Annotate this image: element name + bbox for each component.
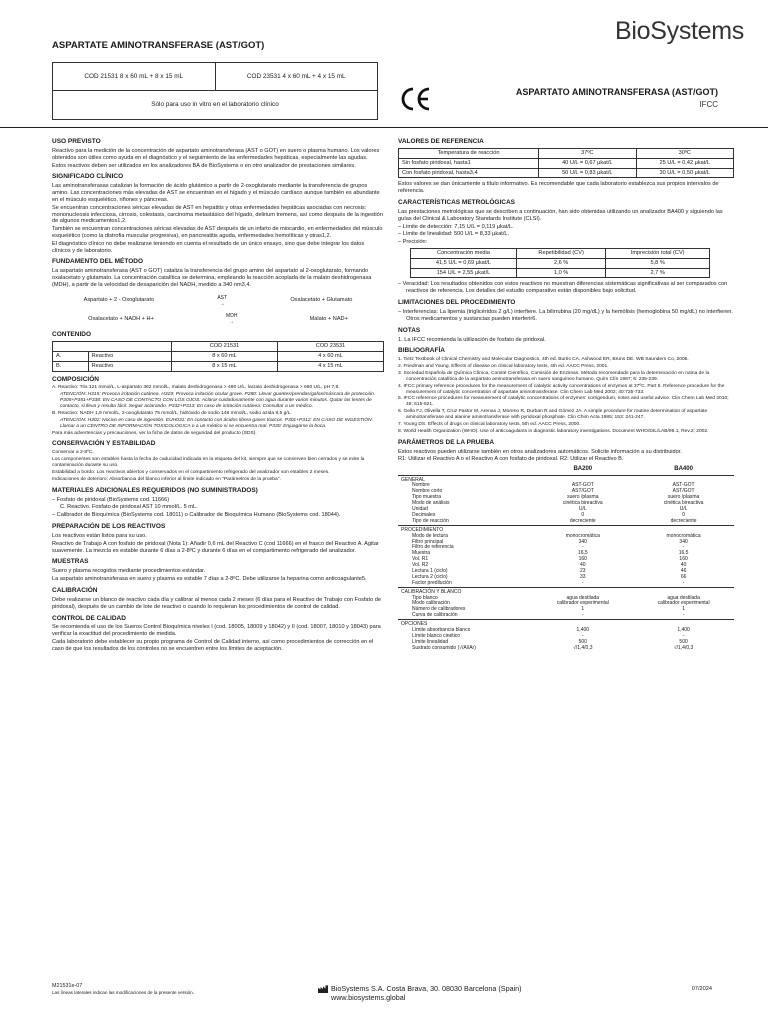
factory-icon: [318, 985, 328, 993]
footer-company: [318, 985, 522, 1003]
col-ba200: BA200: [573, 466, 593, 473]
param-value: agua destilada: [566, 594, 600, 601]
parameters-table: [398, 465, 734, 651]
heading-composicion: COMPOSICIÓN: [52, 375, 99, 383]
param-label: Curva de calibración: [412, 612, 458, 619]
param-label: Tipo blanco: [412, 594, 438, 601]
param-label: Límite linealidad: [412, 638, 449, 645]
heading-metrologicas: CARACTERÍSTICAS METROLÓGICAS: [398, 198, 515, 206]
table-row: Sin fosfato piridoxal, hasta1 40 U/L = 0,67 µkat/L 25 U/L = 0,42 µkat/L: [399, 158, 734, 168]
met-4: – Veracidad: Los resultados obtenidos con estos reactivos no muestran diferencias sistemáticas significativas al ser comparados con reactivos de referencia. Los detalles del estudio comparativo están disponibles bajo solicitud.: [398, 281, 728, 295]
param-value: U/L: [679, 506, 688, 513]
prep-2: Reactivo de Trabajo A con fosfato de piridoxal (Nota 1): Añadir 0,6 mL del Reactivo C (cod 11666) en el frasco del Reactivo A. Agitar suavemente. La mezcla es estable durante 6 días a 2-8ºC y durante 6 días en el compartimento refrigerado del analizador.: [52, 540, 379, 554]
param-intro: Estos reactivos pueden utilizarse también en otros analizadores automáticos. Solicite información a su distribuidor.: [398, 448, 682, 455]
param-value: monocromática: [565, 532, 600, 539]
param-label: Muestra: [412, 550, 431, 557]
precision-table: Concentración media Repetibilidad (CV) Imprecisión total (CV) 41,5 U/L = 0,69 µkat/L 2,6 % 5,8 % 154 U/L = 2,55 µkat/L 1,0 % 2,7 %: [410, 248, 710, 278]
doc-note: Las líneas laterales indican las modificaciones de la presente versión.: [52, 989, 194, 995]
uso-text-2: Estos reactivos deben ser utilizados en los analizadores BA de BioSystems o en otro analizador de prestaciones similares.: [52, 162, 356, 169]
cal-1: Debe realizarse un blanco de reactivo cada día y calibrar al menos cada 2 meses (6 días para el Reactivo de Trabajo con Fosfato de piridoxal), después de un cambio de lote de reactivo o cuando lo requieran los procedimientos de control de calidad.: [52, 596, 381, 610]
param-value: 16,5: [577, 550, 588, 557]
param-label: Filtro de referencia: [412, 544, 454, 551]
bibliography-item: 4. IFCC primary reference procedures for the measurement of catalytic activity concentrations of enzymes at 37ºC. Part 5. Reference procedure for the measurement of catalytic concentration of aspartate aminotransferase. Clin Chem Lab Med 2002; 40:725-733.: [398, 383, 725, 395]
reaction-1: [52, 295, 384, 307]
param-value: 40: [680, 562, 687, 569]
ce-mark-icon: [398, 86, 432, 112]
param-value: 340: [578, 538, 587, 545]
reference-values-table: Temperatura de reacción 37ºC 30ºC Sin fosfato piridoxal, hasta1 40 U/L = 0,67 µkat/L 25 U/L = 0,42 µkat/L Con fosfato piridoxal, hasta3,4 50 U/L = 0,83 µkat/L 30 U/L = 0,50 µkat/L: [398, 148, 734, 178]
param-value: 500: [578, 638, 587, 645]
page-title: ASPARTATE AMINOTRANSFERASE (AST/GOT): [52, 40, 265, 51]
heading-fundamento: FUNDAMENTO DEL MÉTODO: [52, 258, 144, 266]
heading-parametros: PARÁMETROS DE LA PRUEBA: [398, 438, 495, 446]
cons-1: Conservar a 2-8ºC.: [52, 450, 94, 456]
heading-muestras: MUESTRAS: [52, 558, 89, 566]
header-divider: [0, 127, 768, 128]
param-value: AST/GOT: [672, 488, 695, 495]
nota-1: 1. La IFCC recomienda la utilización de fosfato de piridoxal.: [398, 336, 546, 343]
code-21531: COD 21531 8 x 60 mL + 8 x 15 mL: [84, 72, 184, 80]
mat-2: C. Reactivo. Fosfato de piridoxal AST 10 mmol/L. 5 mL.: [60, 504, 198, 511]
reaction-1-arrow: AST →: [217, 294, 228, 307]
param-value: monocromática: [666, 532, 701, 539]
bibliography-item: 3. Sociedad Española de Química Clínica, Comité Científico, Comisión de Enzimas. Método recomendado para la determinación en rutina de la concentración catalítica de la aspartato aminotransferasa en suero sanguíneo humano. Quím Clín 1987; 6: 235-239.: [398, 370, 710, 382]
param-value: 40: [580, 562, 586, 569]
param-value: decreciente: [569, 517, 596, 524]
param-value: √/1,4/0,3: [673, 644, 694, 651]
param-label: Límite blanco cinético: [412, 632, 461, 639]
param-label: Nombre corto: [412, 488, 443, 495]
method-subtitle: IFCC: [699, 100, 718, 109]
comp-a-warning: ATENCIÓN: H315: Provoca irritación cutánea. H319: Provoca irritación ocular grave. P280: Llevar guantes/prendas/gafas/máscara de protección. P305+P351+P338: EN CASO DE CONTACTO CON LOS OJOS: Aclarar cuidadosamente con agua durante varios minutos. Quitar las lentes de contacto, si lleva y resulta fácil. Seguir aclarando. P332+P313: En caso de irritación cutánea: Consultar a un médico.: [60, 392, 376, 410]
heading-notas: NOTAS: [398, 326, 421, 334]
param-section-title: PROCEDIMIENTO: [398, 525, 532, 533]
param-label: Modo de análisis: [412, 500, 450, 507]
param-value: -: [581, 544, 584, 551]
param-value: 1: [682, 606, 685, 613]
bibliography-item: 8. World Health Organization (WHO). Use of anticoagulants in diagnostic laboratory investigations. Document WHO/DIL/LAB/99.1, Rev.2; 2002.: [398, 428, 709, 434]
param-value: √/1,4/0,3: [573, 644, 593, 651]
cons-2: Los componentes son estables hasta la fecha de caducidad indicada en la etiqueta del kit, siempre que se conserven bien cerrados y se evite la contaminación durante su uso.: [52, 457, 365, 469]
spanish-title: ASPARTATO AMINOTRANSFERASA (AST/GOT): [515, 87, 718, 97]
table-row: B. Reactivo 8 x 15 mL 4 x 15 mL: [53, 361, 384, 371]
param-value: cinética bireactiva: [562, 500, 603, 507]
mat-1: – Fosfato de piridoxal (BioSystems cod. 11666): [52, 496, 170, 503]
sig-text-2: Se encuentran concentraciones séricas elevadas de AST en hepatitis y otras enfermedades hepáticas asociadas con necrosis: mononucleosis infecciosa, cirrosis, colestasis, carcinoma metastásico del hígado, delirium tremens, así como después de la ingestión de algunos medicamentos1,2.: [52, 204, 383, 225]
param-value: 1,400: [677, 626, 690, 633]
param-value: 66: [680, 573, 687, 580]
param-value: 33: [580, 573, 586, 580]
met-1: – Límite de detección: 7,15 U/L = 0,119 µkat/L.: [398, 223, 514, 230]
param-value: calibrador experimental: [556, 600, 609, 607]
sig-text-4: El diagnóstico clínico no debe realizarse teniendo en cuenta el resultado de un único ensayo, sino que debe integrar los datos clínicos y de laboratorio.: [52, 240, 365, 254]
code-23531: COD 23531 4 x 60 mL + 4 x 15 mL: [215, 63, 378, 90]
comp-a: A. Reactivo: Tris 121 mmol/L, L-aspartato 362 mmol/L, malato deshidrogenasa > 460 U/L, lactato deshidrogenasa > 660 U/L, pH 7,8.: [52, 385, 340, 391]
param-value: 160: [679, 556, 688, 563]
param-label: Nombre: [412, 482, 430, 489]
sig-text-3: También se encuentran concentraciones séricas elevadas de AST después de un infarto de miocardio, en enfermedades del músculo esquelético (como la distrofia muscular progresiva), en pancreatitis aguda, enfermedades hemolíticas y otras1,2.: [52, 226, 383, 239]
param-label: Vol. R1: [412, 556, 429, 563]
cons-4: Indicaciones de deterioro: Absorbancia del blanco inferior al límite indicado en "Parámetros de la prueba".: [52, 476, 281, 482]
param-value: 23: [580, 567, 586, 574]
cons-3: Estabilidad a bordo: Los reactivos abiertos y conservados en el compartimento refrigerado del analizador son estables 2 meses.: [52, 469, 330, 475]
param-value: -: [682, 544, 685, 551]
param-label: Filtro principal: [412, 538, 444, 545]
heading-significado: SIGNIFICADO CLÍNICO: [52, 173, 124, 181]
cc-2: Cada laboratorio debe establecer su propio programa de Control de Calidad interno, así como procedimientos de corrección en el caso de que los resultados de los controles no se encuentren entre los límites de aceptación.: [52, 639, 374, 652]
param-value: -: [682, 579, 685, 586]
vref-note: Estos valores se dan únicamente a título informativo. Es recomendable que cada laboratorio establezca sus propios intervalos de referencia.: [398, 181, 719, 195]
param-value: 1: [581, 606, 585, 613]
param-value: agua destilada: [667, 594, 700, 601]
bibliography-item: 2. Friedman and Young. Effects of disease on clinical laboratory tests, 4th ed. AACC Press, 2001.: [398, 364, 609, 370]
brand-logo: BioSystems: [615, 17, 744, 45]
product-code-box: [52, 62, 378, 120]
param-value: suero /plasma: [567, 494, 599, 501]
param-value: 0: [581, 511, 585, 518]
param-label: Lectura 1 (ciclo): [412, 567, 448, 574]
reaction-2: [52, 313, 384, 325]
param-value: 46: [680, 567, 687, 574]
param-label: Factor predilución: [412, 579, 452, 586]
param-label: Tipo de reacción: [412, 517, 449, 524]
company-web: www.biosystems.global: [331, 992, 406, 1002]
param-value: U/L: [578, 506, 587, 513]
left-column: [52, 138, 384, 654]
heading-uso: USO PREVISTO: [52, 138, 101, 145]
param-section-title: GENERAL: [398, 475, 532, 483]
param-label: Unidad: [412, 506, 428, 513]
table-row: Con fosfato piridoxal, hasta3,4 50 U/L = 0,83 µkat/L 30 U/L = 0,50 µkat/L: [399, 168, 734, 178]
ivd-notice: Sólo para uso in vitro en el laboratorio clínico: [151, 101, 279, 109]
param-label: Vol. R2: [412, 562, 429, 569]
param-section-title: CALIBRACIÓN Y BLANCO: [398, 587, 532, 595]
met-3: – Precisión:: [398, 239, 428, 246]
param-value: 500: [679, 638, 688, 645]
heading-conservacion: CONSERVACIÓN Y ESTABILIDAD: [52, 440, 156, 448]
sig-text-1: Las aminotransferasas catalizan la formación de ácido glutámico a partir de 2-oxoglutarato mediante la transferencia de grupos amino. Las concentraciones más elevadas de AST se encuentran en el hígado y el músculo cardíaco aunque también es abundante en el músculo esquelético, riñones y páncreas.: [52, 183, 380, 203]
bibliography-item: 6. Gella FJ, Olivella T, Cruz Pastor M, Arenas J, Moreno R, Durban R and Gómez JA. A simple procedure for routine determination of aspartate aminotransferase and alanine aminotransferase with pyridoxal phosphate. Clin Chim Acta 1985; 153: 241-247.: [398, 409, 708, 421]
table-row: 41,5 U/L = 0,69 µkat/L 2,6 % 5,8 %: [411, 258, 710, 268]
mue-2: La aspartato aminotransferasa en suero y plasma es estable 7 días a 2-8ºC. Debe utilizarse la heparina como anticoagulante5.: [52, 576, 367, 583]
heading-contenido: CONTENIDO: [52, 331, 91, 339]
table-row: [398, 646, 734, 652]
heading-bibliografia: BIBLIOGRAFÍA: [398, 347, 445, 355]
heading-limitaciones: LIMITACIONES DEL PROCEDIMIENTO: [398, 299, 516, 307]
met-2: – Límite de linealidad: 500 U/L = 8,33 µkat/L.: [398, 231, 510, 238]
param-section-title: OPCIONES: [398, 620, 532, 628]
company-address: BioSystems S.A. Costa Brava, 30. 08030 Barcelona (Spain): [331, 984, 522, 993]
param-value: cinética bireactiva: [663, 500, 704, 507]
footer-doc-info: [52, 983, 194, 995]
param-value: AST-GOT: [672, 482, 695, 489]
cc-1: Se recomienda el uso de los Sueros Control Bioquímica niveles I (cod. 18005, 18009 y 18042) y II (cod. 18007, 18010 y 18043) para verificar la exactitud del procedimiento de medida.: [52, 624, 381, 638]
col-ba400: BA400: [674, 466, 693, 473]
param-value: -: [682, 612, 685, 619]
param-label: Tipo muestra: [412, 494, 441, 501]
mue-1: Suero y plasma recogidos mediante procedimientos estándar.: [52, 568, 206, 575]
param-value: AST-GOT: [571, 482, 594, 489]
met-intro: Las prestaciones metrológicas que se describen a continuación, han sido obtenidas utilizando un analizador BA400 y siguiendo las guías del Clinical & Laboratory Standards Institute (CLSI).: [398, 208, 723, 222]
param-value: 340: [679, 538, 688, 545]
comp-b-warning: ATENCIÓN: H302: Nocivo en caso de ingestión. EUH031: En contacto con ácidos libera gases tóxicos. P301+P312: EN CASO DE INGESTIÓN: Llamar a un CENTRO DE INFORMACIÓN TOXICOLÓGICA o a un médico si se encuentra mal. P330: Enjuagarse la boca.: [60, 417, 373, 429]
prep-1: Los reactivos están listos para su uso.: [52, 533, 147, 539]
param-value: -: [581, 579, 584, 586]
param-value: AST/GOT: [571, 488, 594, 495]
fund-text: La aspartato aminotransferasa (AST o GOT) cataliza la transferencia del grupo amino del aspartato al 2-oxoglutarato, formando oxalacetato y glutamato. La concentración catalítica se determina, empleando la reacción acoplada de la malato deshidrogenasa (MDH), a partir de la velocidad de desaparición del NADH, medido a 340 nm3,4.: [52, 268, 372, 288]
heading-materiales: MATERIALES ADICIONALES REQUERIDOS (NO SUMINISTRADOS): [52, 486, 258, 494]
param-label: Límite absorbancia blanco: [412, 626, 471, 633]
param-label: Sustrato consumido (√/Al/Ar): [412, 644, 476, 651]
comp-more: Para más advertencias y precauciones, ver la ficha de datos de seguridad del producto (SDS).: [52, 430, 257, 436]
param-value: 16,5: [678, 550, 689, 557]
reaction-1-left: Aspartato + 2 - Oxoglutarato: [83, 297, 155, 304]
param-value: suero /plasma: [667, 494, 700, 501]
table-row: 154 U/L = 2,55 µkat/L 1,0 % 2,7 %: [411, 268, 710, 278]
param-value: calibrador experimental: [657, 600, 710, 607]
reaction-2-arrow: MDH →: [226, 312, 238, 326]
mat-3: – Calibrador de Bioquímica (BioSystems cod. 18011) o Calibrador de Bioquímica Humano (BioSystems cod. 18044).: [52, 512, 341, 519]
right-column: [398, 138, 734, 652]
heading-control-calidad: CONTROL DE CALIDAD: [52, 614, 126, 622]
comp-b: B. Reactivo: NADH 1,9 mmol/L, 2-oxoglutarato 75 mmol/L, hidróxido de sodio 148 mmol/L, sodio azida 9,5 g/L.: [52, 410, 292, 416]
param-label: Lectura 2 (ciclo): [412, 573, 448, 580]
bibliography-list: [398, 357, 734, 435]
doc-code: M21531e-07: [52, 983, 83, 989]
heading-calibracion: CALIBRACIÓN: [52, 586, 98, 594]
table-row: A. Reactivo 8 x 60 mL 4 x 60 mL: [53, 351, 384, 361]
param-value: -: [682, 632, 685, 639]
heading-preparacion: PREPARACIÓN DE LOS REACTIVOS: [52, 523, 166, 531]
param-value: 160: [578, 556, 587, 563]
param-value: -: [581, 612, 584, 619]
uso-text-1: Reactivo para la medición de la concentración de aspartato aminotransferasa (AST o GOT) en suero o plasma humano. Los valores obtenidos son útiles como ayuda en el diagnóstico y el seguimiento de las enfermedades hepáticas, especialmente las agudas.: [52, 147, 380, 161]
reaction-1-right: Oxalacetato + Glutamato: [290, 297, 353, 304]
param-r1: R1: Utilizar el Reactivo A o el Reactivo A con fosfato de piridoxal. R2: Utilizar el Reactivo B.: [398, 456, 624, 463]
param-value: 0: [682, 511, 685, 518]
bibliography-item: 7. Young DS. Effects of drugs on clinical laboratory tests, 5th ed. AACC Press, 2000.: [398, 421, 581, 427]
param-label: Número de calibradores: [412, 606, 466, 613]
doc-date: 07/2024: [691, 986, 712, 992]
bibliography-item: 5. IFCC reference procedures for measurement of catalytic concentrations of enzymes: corrigendum, notes and useful advice. Clin Chem Lab Med 2010; 48: 615-621.: [398, 396, 729, 408]
param-value: decreciente: [670, 517, 697, 524]
reaction-2-left: Oxalacetato + NADH + H+: [88, 315, 154, 322]
param-label: Decimales: [412, 511, 436, 518]
reaction-2-right: Malato + NAD+: [309, 315, 348, 322]
param-label: Modo calibración: [412, 600, 450, 607]
param-value: 1,400: [576, 626, 590, 633]
param-value: -: [581, 632, 584, 639]
bibliography-item: 1. Tietz Textbook of Clinical Chemistry and Molecular Diagnostics, 4th ed. Burtis CA, Ashwood ER, Bruns DE. WB Saunders Co, 2005.: [398, 357, 689, 363]
heading-valores-referencia: VALORES DE REFERENCIA: [398, 138, 484, 145]
param-label: Modo de lectura: [412, 532, 448, 539]
contents-table: COD 21531 COD 23531 A. Reactivo 8 x 60 mL 4 x 60 mL B. Reactivo 8 x 15 mL 4 x 15 mL: [52, 341, 384, 371]
lim-1: – Interferencias: La lipemia (triglicéridos 2 g/L) interfiere. La bilirrubina (20 mg/dL) y la hemólisis (hemoglobina 50 mg/dL) no interfieren. Otros medicamentos y sustancias pueden interferir6.: [398, 308, 733, 322]
